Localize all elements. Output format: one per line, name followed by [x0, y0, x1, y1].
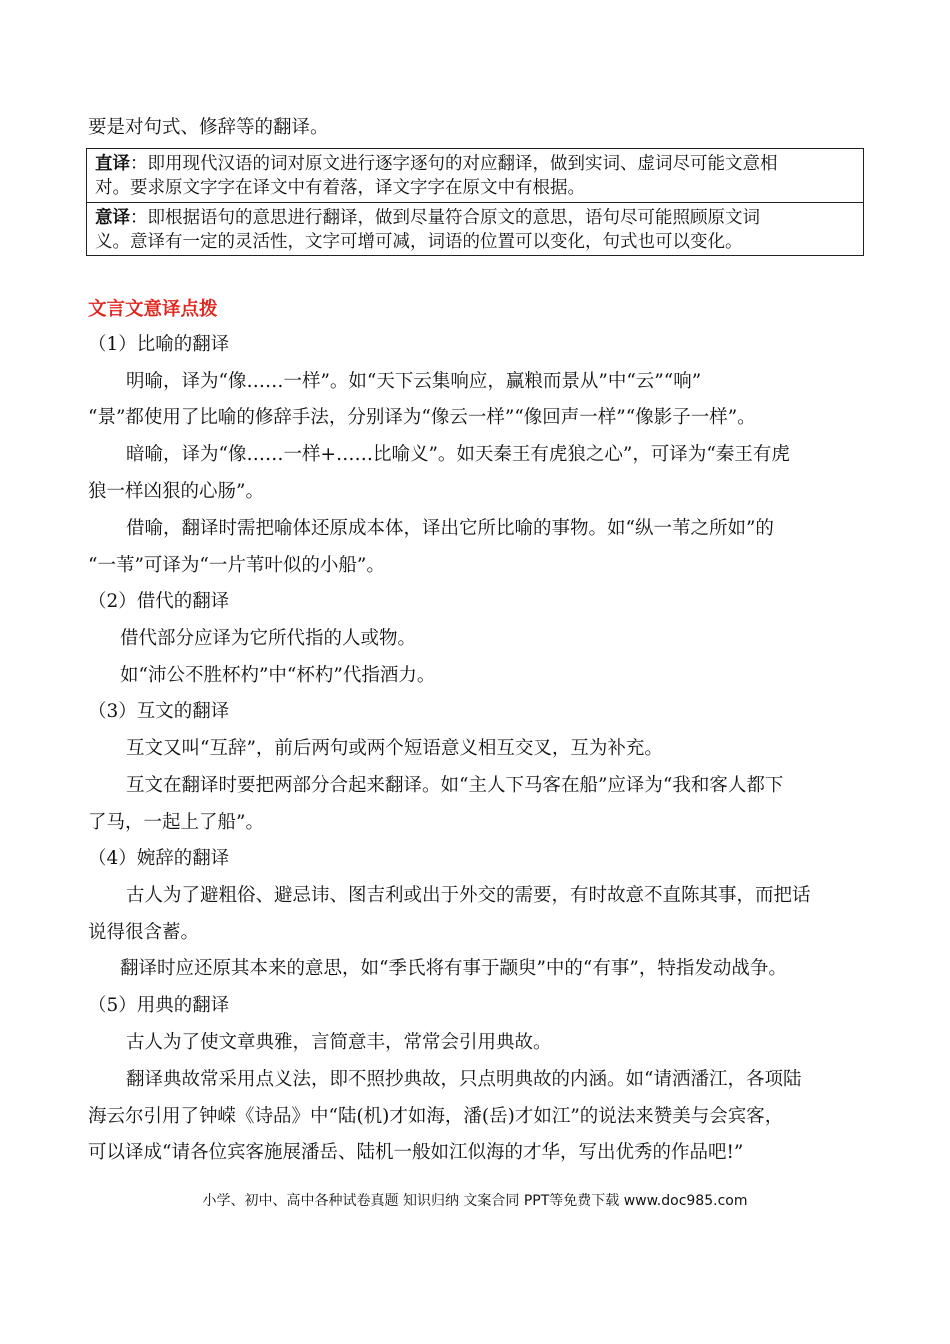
definition-text: 义。意译有一定的灵活性，文字可增可减，词语的位置可以变化，句式也可以变化。	[95, 232, 743, 252]
body-line: “景”都使用了比喻的修辞手法，分别译为“像云一样”“像回声一样”“像影子一样”。	[88, 407, 756, 428]
body-line: 如“沛公不胜杯杓”中“杯杓”代指酒力。	[120, 665, 436, 686]
definition-box	[86, 148, 864, 256]
body-line: 借代部分应译为它所代指的人或物。	[120, 628, 417, 649]
subheading-intertextuality: （3）互文的翻译	[88, 701, 230, 722]
body-line: 互文在翻译时要把两部分合起来翻译。如“主人下马客在船”应译为“我和客人都下	[126, 775, 784, 796]
body-line: 互文又叫“互辞”，前后两句或两个短语意义相互交叉，互为补充。	[126, 738, 663, 759]
body-line: 可以译成“请各位宾客施展潘岳、陆机一般如江似海的才华，写出优秀的作品吧!”	[88, 1142, 744, 1163]
body-line: 狼一样凶狠的心肠”。	[88, 481, 264, 502]
body-line: 明喻，译为“像……一样”。如“天下云集响应，赢粮而景从”中“云”“响”	[126, 371, 702, 392]
body-line: “一苇”可译为“一片苇叶似的小船”。	[88, 555, 385, 576]
page-footer: 小学、初中、高中各种试卷真题 知识归纳 文案合同 PPT等免费下载 www.doc985.com	[202, 1193, 748, 1209]
definition-literal	[87, 149, 863, 203]
intro-line: 要是对句式、修辞等的翻译。	[88, 117, 329, 138]
body-line: 暗喻，译为“像……一样+……比喻义”。如天秦王有虎狼之心”，可译为“秦王有虎	[126, 444, 790, 465]
body-line: 翻译时应还原其本来的意思，如“季氏将有事于颛臾”中的“有事”，特指发动战争。	[120, 958, 787, 979]
body-line: 了马，一起上了船”。	[88, 812, 264, 833]
section-heading: 文言文意译点拨	[88, 299, 218, 320]
definition-term: 直译	[95, 154, 130, 174]
definition-term: 意译	[95, 208, 130, 228]
body-line: 借喻，翻译时需把喻体还原成本体，译出它所比喻的事物。如“纵一苇之所如”的	[126, 518, 774, 539]
subheading-metonymy: （2）借代的翻译	[88, 591, 230, 612]
body-line: 古人为了使文章典雅，言简意丰，常常会引用典故。	[126, 1032, 552, 1053]
definition-free	[87, 203, 863, 255]
definition-text: 对。要求原文字字在译文中有着落，译文字字在原文中有根据。	[95, 178, 585, 198]
definition-text: ：即用现代汉语的词对原文进行逐字逐句的对应翻译，做到实词、虚词尽可能文意相	[130, 154, 778, 174]
body-line: 说得很含蓄。	[88, 922, 200, 943]
subheading-metaphor: （1）比喻的翻译	[88, 334, 230, 355]
subheading-allusion: （5）用典的翻译	[88, 995, 230, 1016]
body-line: 古人为了避粗俗、避忌讳、图吉利或出于外交的需要，有时故意不直陈其事，而把话	[126, 885, 811, 906]
body-line: 海云尔引用了钟嵘《诗品》中“陆(机)才如海，潘(岳)才如江”的说法来赞美与会宾客，	[88, 1106, 784, 1127]
body-line: 翻译典故常采用点义法，即不照抄典故，只点明典故的内涵。如“请洒潘江，各项陆	[126, 1069, 802, 1090]
subheading-euphemism: （4）婉辞的翻译	[88, 848, 230, 869]
definition-text: ：即根据语句的意思进行翻译，做到尽量符合原文的意思，语句尽可能照顾原文词	[130, 208, 760, 228]
